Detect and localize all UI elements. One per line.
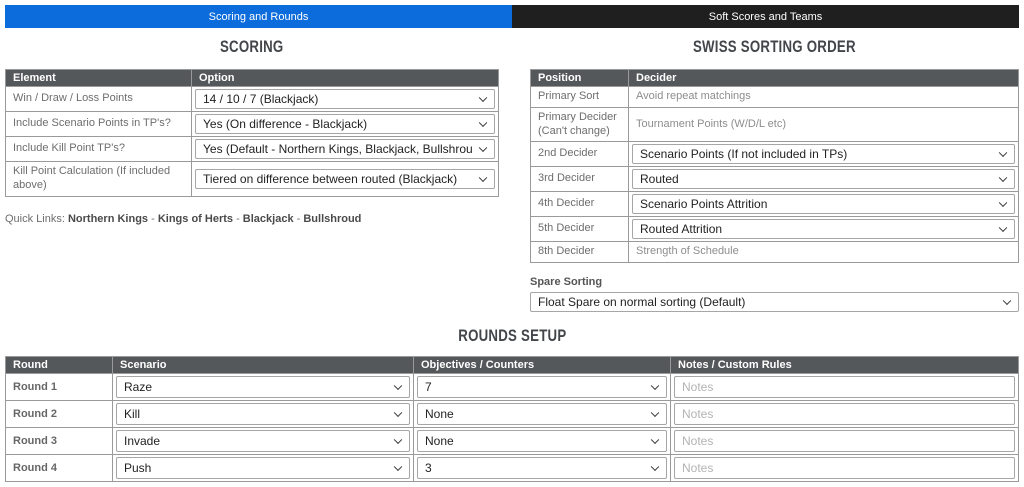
quick-links-label: Quick Links: — [5, 212, 65, 225]
round3-objectives-select[interactable] — [417, 430, 667, 452]
rounds-table — [5, 356, 1019, 482]
round2-notes-input[interactable] — [674, 403, 1015, 425]
round-label: Round 1 — [6, 374, 113, 401]
row-label: Primary Decider (Can't change) — [531, 107, 629, 142]
rounds-column-header-scenario: Scenario — [113, 357, 414, 374]
scoring-table — [5, 69, 499, 197]
decider-static-value: Avoid repeat matchings — [629, 87, 1019, 108]
swiss-sorting-table — [530, 69, 1019, 263]
wdl-points-select[interactable] — [195, 89, 495, 109]
row-label: Kill Point Calculation (If included above) — [6, 162, 192, 197]
table-row — [6, 112, 499, 137]
rounds-column-header-objectives: Objectives / Counters — [414, 357, 671, 374]
rounds-column-header-round: Round — [6, 357, 113, 374]
quick-link-separator: - — [293, 212, 304, 225]
spare-sorting — [530, 276, 1019, 312]
scoring-heading: SCORING — [220, 37, 284, 56]
row-label: 2nd Decider — [531, 142, 629, 167]
round-label: Round 4 — [6, 455, 113, 482]
row-label: Include Scenario Points in TP's? — [6, 112, 192, 137]
scenario-points-tp-select[interactable] — [195, 114, 495, 134]
table-row — [6, 162, 499, 197]
row-label: Include Kill Point TP's? — [6, 137, 192, 162]
round2-objectives-select[interactable] — [417, 403, 667, 425]
table-row — [6, 455, 1019, 482]
quick-link-separator: - — [233, 212, 243, 225]
decider-static-value: Strength of Schedule — [629, 242, 1019, 263]
round4-objectives-select[interactable] — [417, 457, 667, 479]
scoring-section — [5, 28, 499, 225]
table-row — [531, 242, 1019, 263]
row-label: 4th Decider — [531, 192, 629, 217]
second-decider-select[interactable] — [632, 144, 1015, 164]
table-row — [6, 87, 499, 112]
row-label: Primary Sort — [531, 87, 629, 108]
kill-point-calculation-select[interactable] — [195, 169, 495, 189]
round1-objectives-select[interactable] — [417, 376, 667, 398]
quick-link-blackjack[interactable]: Blackjack — [242, 212, 294, 225]
tab-scoring-and-rounds[interactable]: Scoring and Rounds — [5, 5, 512, 28]
quick-link-bullshroud[interactable]: Bullshroud — [303, 212, 362, 225]
tab-soft-scores-and-teams[interactable]: Soft Scores and Teams — [512, 5, 1019, 28]
table-row — [6, 137, 499, 162]
quick-link-separator: - — [148, 212, 158, 225]
rounds-setup-section — [5, 326, 1019, 482]
quick-link-northern-kings[interactable]: Northern Kings — [67, 212, 149, 225]
row-label: 5th Decider — [531, 217, 629, 242]
swiss-sorting-heading: SWISS SORTING ORDER — [693, 37, 856, 56]
third-decider-select[interactable] — [632, 169, 1015, 189]
scoring-column-header-element: Element — [6, 70, 192, 87]
table-row — [531, 142, 1019, 167]
round4-notes-input[interactable] — [674, 457, 1015, 479]
decider-static-value: Tournament Points (W/D/L etc) — [629, 107, 1019, 142]
table-row — [531, 217, 1019, 242]
row-label: 8th Decider — [531, 242, 629, 263]
spare-sorting-select[interactable] — [530, 292, 1019, 312]
fifth-decider-select[interactable] — [632, 219, 1015, 239]
scoring-column-header-option: Option — [192, 70, 499, 87]
round4-scenario-select[interactable] — [116, 457, 410, 479]
round3-notes-input[interactable] — [674, 430, 1015, 452]
quick-link-kings-of-herts[interactable]: Kings of Herts — [157, 212, 234, 225]
swiss-column-header-position: Position — [531, 70, 629, 87]
table-row — [531, 107, 1019, 142]
round-label: Round 2 — [6, 401, 113, 428]
swiss-sorting-section — [530, 28, 1019, 312]
round-label: Round 3 — [6, 428, 113, 455]
row-label: Win / Draw / Loss Points — [6, 87, 192, 112]
tab-bar — [5, 5, 1019, 28]
table-row — [531, 192, 1019, 217]
round1-scenario-select[interactable] — [116, 376, 410, 398]
rounds-column-header-notes: Notes / Custom Rules — [671, 357, 1019, 374]
quick-links — [5, 213, 499, 225]
fourth-decider-select[interactable] — [632, 194, 1015, 214]
kill-point-tp-select[interactable] — [195, 139, 495, 159]
table-row — [6, 428, 1019, 455]
table-row — [6, 374, 1019, 401]
spare-sorting-label: Spare Sorting — [530, 276, 603, 288]
round3-scenario-select[interactable] — [116, 430, 410, 452]
swiss-column-header-decider: Decider — [629, 70, 1019, 87]
round1-notes-input[interactable] — [674, 376, 1015, 398]
rounds-setup-heading: ROUNDS SETUP — [457, 326, 567, 345]
round2-scenario-select[interactable] — [116, 403, 410, 425]
table-row — [531, 87, 1019, 108]
row-label: 3rd Decider — [531, 167, 629, 192]
table-row — [6, 401, 1019, 428]
table-row — [531, 167, 1019, 192]
